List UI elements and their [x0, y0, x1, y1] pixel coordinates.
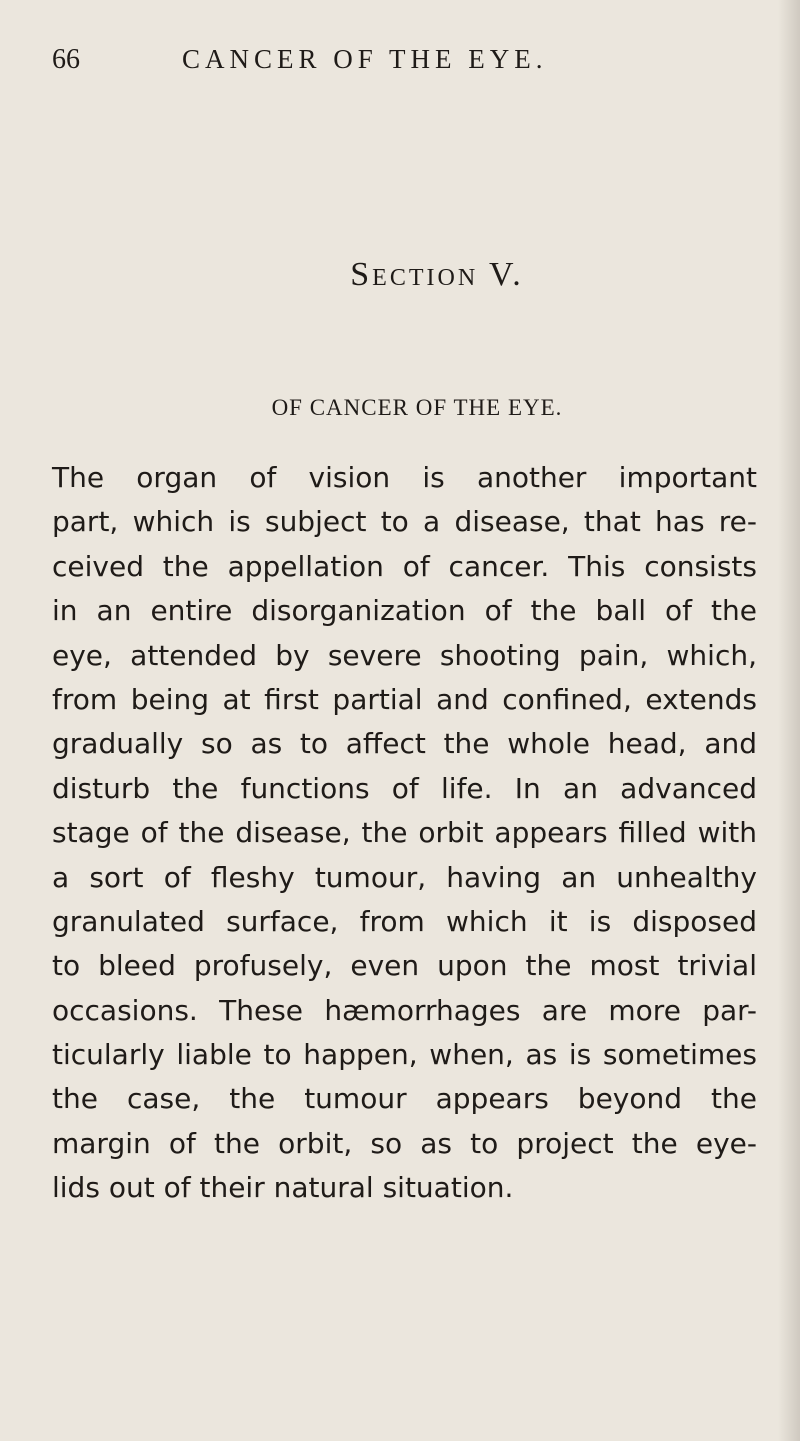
text-line: to bleed profusely, even upon the most trivial [52, 949, 757, 983]
text-line: part, which is subject to a disease, that has re- [52, 505, 757, 539]
text-line: ceived the appellation of cancer. This consists [52, 549, 757, 583]
section-heading: Section V. [350, 256, 524, 293]
text-line: eye, attended by severe shooting pain, which, [52, 638, 757, 672]
text-line: gradually so as to affect the whole head, and [52, 727, 757, 761]
text-line: The organ of vision is another important [52, 461, 757, 494]
running-title: CANCER OF THE EYE. [182, 44, 548, 74]
body-paragraph [52, 456, 757, 1211]
text-line: granulated surface, from which it is disposed [52, 904, 757, 938]
page-number: 66 [52, 44, 80, 75]
text-line: disturb the functions of life. In an advanced [52, 771, 757, 805]
running-head [52, 44, 772, 84]
text-line: the case, the tumour appears beyond the [52, 1082, 757, 1116]
text-line: margin of the orbit, so as to project the eye- [52, 1126, 757, 1160]
text-line: in an entire disorganization of the ball of the [52, 594, 757, 628]
text-line: occasions. These hæmorrhages are more par- [52, 993, 757, 1027]
text-line: a sort of fleshy tumour, having an unhealthy [52, 860, 757, 894]
text-line: from being at first partial and confined, extends [52, 682, 757, 716]
page-edge-shadow [778, 0, 800, 1441]
text-line: stage of the disease, the orbit appears filled with [52, 816, 757, 850]
text-line: lids out of their natural situation. [52, 1171, 514, 1205]
section-subheading: OF CANCER OF THE EYE. [271, 395, 563, 420]
text-line: ticularly liable to happen, when, as is sometimes [52, 1038, 757, 1072]
